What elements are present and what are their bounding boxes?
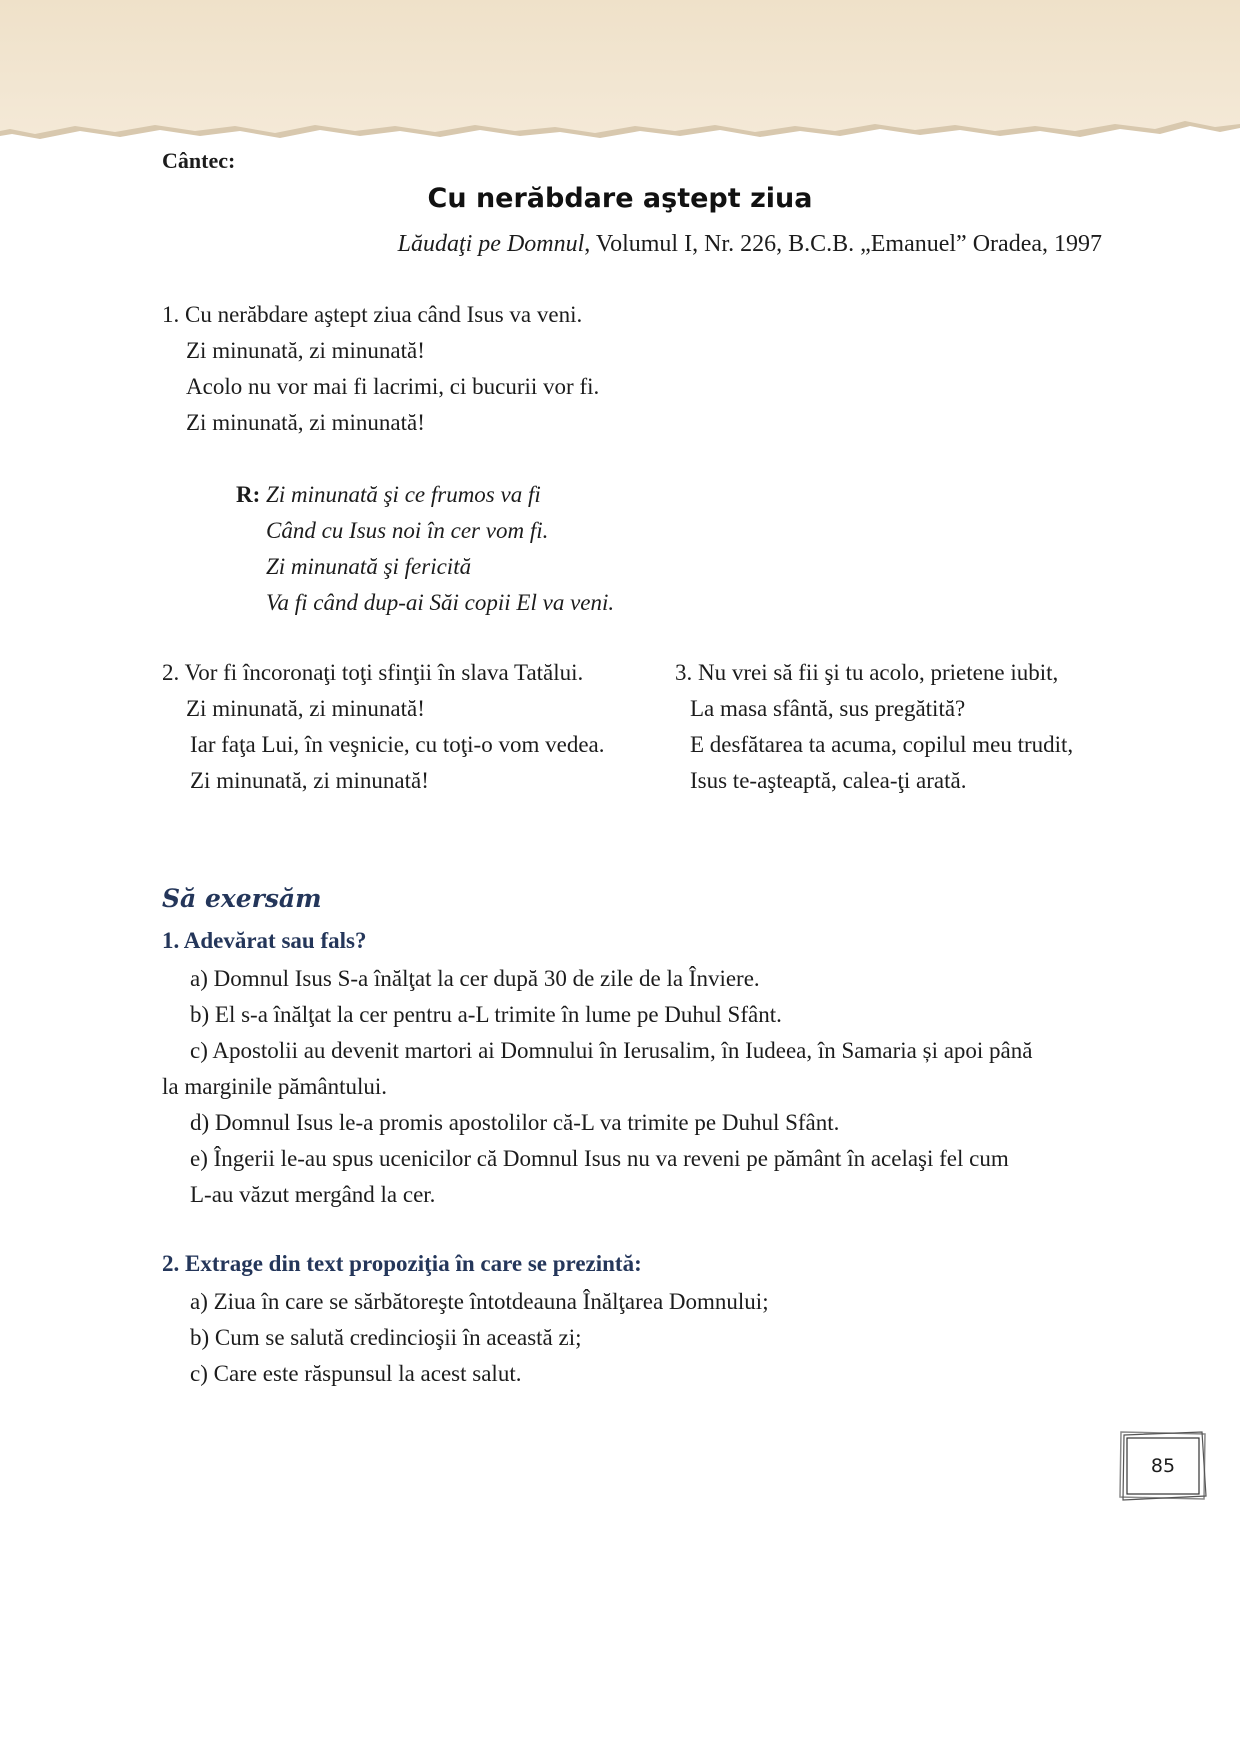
torn-paper-header xyxy=(0,0,1240,170)
verse-line: Zi minunată, zi minunată! xyxy=(190,768,429,793)
exercise-item-continuation: la marginile pământului. xyxy=(162,1074,388,1099)
verse-line: E desfătarea ta acuma, copilul meu trudit, xyxy=(690,732,1074,757)
song-source xyxy=(398,231,1102,258)
exercise-item: a) Ziua în care se sărbătoreşte întotdeauna Înălţarea Domnului; xyxy=(190,1289,769,1314)
refrain-line xyxy=(236,481,541,509)
page-number: 85 xyxy=(1150,1455,1176,1477)
exercise-item: b) El s-a înălţat la cer pentru a-L trimite în lume pe Duhul Sfânt. xyxy=(190,1002,782,1027)
refrain-text: Zi minunată şi ce frumos va fi xyxy=(266,482,541,507)
exercise-item: e) Îngerii le-au spus ucenicilor că Domnul Isus nu va reveni pe pământ în acelaşi fel cum xyxy=(190,1146,1009,1171)
exercise-item: d) Domnul Isus le-a promis apostolilor că-L va trimite pe Duhul Sfânt. xyxy=(190,1110,840,1135)
refrain-mark: R: xyxy=(236,482,261,507)
exercise-item-continuation: L-au văzut mergând la cer. xyxy=(190,1182,436,1207)
verse-line: 1. Cu nerăbdare aştept ziua când Isus va veni. xyxy=(162,302,583,327)
refrain-line: Va fi când dup-ai Săi copii El va veni. xyxy=(266,590,615,615)
source-details: , Volumul I, Nr. 226, B.C.B. „Emanuel” Oradea, 1997 xyxy=(584,231,1102,257)
song-label: Cântec: xyxy=(162,148,236,173)
verse-line: Zi minunată, zi minunată! xyxy=(186,410,425,435)
verse-line: Zi minunată, zi minunată! xyxy=(186,696,425,721)
verse-line: Acolo nu vor mai fi lacrimi, ci bucurii vor fi. xyxy=(186,374,600,399)
source-book: Lăudaţi pe Domnul xyxy=(397,231,585,257)
exercises-heading: Să exersăm xyxy=(162,884,322,913)
exercise-2-title: 2. Extrage din text propoziţia în care se prezintă: xyxy=(162,1251,642,1276)
verse-line: Isus te-aşteaptă, calea-ţi arată. xyxy=(690,768,967,793)
exercise-item: c) Care este răspunsul la acest salut. xyxy=(190,1361,522,1386)
exercise-item: a) Domnul Isus S-a înălţat la cer după 30 de zile de la Înviere. xyxy=(190,966,760,991)
song-title: Cu nerăbdare aştept ziua xyxy=(427,183,813,214)
exercise-item: b) Cum se salută credincioşii în această zi; xyxy=(190,1325,582,1350)
refrain-line: Când cu Isus noi în cer vom fi. xyxy=(266,518,549,543)
verse-line: Zi minunată, zi minunată! xyxy=(186,338,425,363)
verse-line: Iar faţa Lui, în veşnicie, cu toţi-o vom vedea. xyxy=(190,732,605,757)
exercise-item: c) Apostolii au devenit martori ai Domnului în Ierusalim, în Iudeea, în Samaria și apoi până xyxy=(190,1038,1033,1063)
verse-line: 2. Vor fi încoronaţi toţi sfinţii în slava Tatălui. xyxy=(162,660,584,685)
verse-line: La masa sfântă, sus pregătită? xyxy=(690,696,966,721)
verse-line: 3. Nu vrei să fii şi tu acolo, prietene iubit, xyxy=(675,660,1059,685)
exercise-1-title: 1. Adevărat sau fals? xyxy=(162,928,367,953)
refrain-line: Zi minunată şi fericită xyxy=(266,554,472,579)
